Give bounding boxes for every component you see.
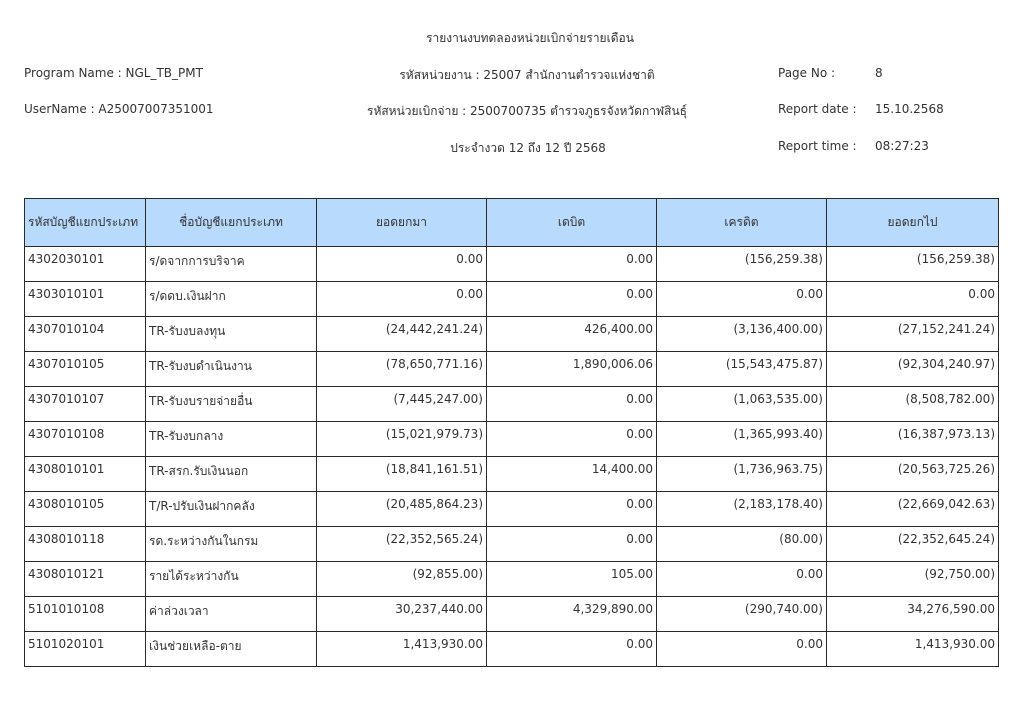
cell-account-name: TR-รับงบดำเนินงาน xyxy=(146,352,317,387)
report-date-value: 15.10.2568 xyxy=(875,102,944,116)
cell-debit: 0.00 xyxy=(487,492,657,527)
cell-account-name: รด.ระหว่างกันในกรม xyxy=(146,527,317,562)
report-period: ประจำงวด 12 ถึง 12 ปี 2568 xyxy=(450,141,606,155)
cell-account-name: รายได้ระหว่างกัน xyxy=(146,562,317,597)
cell-closing-balance: (92,304,240.97) xyxy=(827,352,999,387)
cell-account-name: ร/ดดบ.เงินฝาก xyxy=(146,282,317,317)
cell-account-name: TR-สรก.รับเงินนอก xyxy=(146,457,317,492)
cell-account-code: 4308010105 xyxy=(25,492,146,527)
cell-account-name: เงินช่วยเหลือ-ตาย xyxy=(146,632,317,667)
cell-credit: (15,543,475.87) xyxy=(657,352,827,387)
table-row xyxy=(25,597,999,632)
cell-debit: 0.00 xyxy=(487,632,657,667)
cell-account-code: 4307010107 xyxy=(25,387,146,422)
cell-opening-balance: (22,352,565.24) xyxy=(317,527,487,562)
user-name: UserName : A25007007351001 xyxy=(24,102,214,116)
program-name: Program Name : NGL_TB_PMT xyxy=(24,66,203,80)
table-row xyxy=(25,282,999,317)
table-row xyxy=(25,352,999,387)
column-header-credit: เครดิต xyxy=(657,199,827,247)
column-header-account-code: รหัสบัญชีแยกประเภท xyxy=(25,199,146,247)
trial-balance-table xyxy=(24,198,999,667)
cell-account-code: 4307010105 xyxy=(25,352,146,387)
column-header-closing-balance: ยอดยกไป xyxy=(827,199,999,247)
page-no-label: Page No : xyxy=(778,66,836,80)
table-row xyxy=(25,457,999,492)
cell-opening-balance: (24,442,241.24) xyxy=(317,317,487,352)
report-time-value: 08:27:23 xyxy=(875,139,929,153)
cell-closing-balance: 1,413,930.00 xyxy=(827,632,999,667)
cell-account-code: 5101010108 xyxy=(25,597,146,632)
table-row xyxy=(25,527,999,562)
cell-opening-balance: (15,021,979.73) xyxy=(317,422,487,457)
cell-account-code: 4307010104 xyxy=(25,317,146,352)
cell-account-code: 4308010121 xyxy=(25,562,146,597)
cell-opening-balance: (18,841,161.51) xyxy=(317,457,487,492)
cell-opening-balance: (20,485,864.23) xyxy=(317,492,487,527)
cell-debit: 4,329,890.00 xyxy=(487,597,657,632)
column-header-debit: เดบิต xyxy=(487,199,657,247)
table-row xyxy=(25,562,999,597)
table-row xyxy=(25,317,999,352)
cell-closing-balance: (20,563,725.26) xyxy=(827,457,999,492)
cell-debit: 14,400.00 xyxy=(487,457,657,492)
cell-closing-balance: (22,669,042.63) xyxy=(827,492,999,527)
cell-account-code: 4308010118 xyxy=(25,527,146,562)
page-no-value: 8 xyxy=(875,66,883,80)
table-row xyxy=(25,422,999,457)
cell-account-name: TR-รับงบกลาง xyxy=(146,422,317,457)
cell-account-code: 4307010108 xyxy=(25,422,146,457)
table-row xyxy=(25,247,999,282)
cell-credit: (1,365,993.40) xyxy=(657,422,827,457)
cell-closing-balance: (8,508,782.00) xyxy=(827,387,999,422)
cell-account-code: 4303010101 xyxy=(25,282,146,317)
table-body xyxy=(25,247,999,667)
cell-opening-balance: 0.00 xyxy=(317,282,487,317)
cell-opening-balance: 0.00 xyxy=(317,247,487,282)
column-header-opening-balance: ยอดยกมา xyxy=(317,199,487,247)
cell-debit: 426,400.00 xyxy=(487,317,657,352)
cell-opening-balance: (78,650,771.16) xyxy=(317,352,487,387)
cell-credit: (2,183,178.40) xyxy=(657,492,827,527)
cell-opening-balance: (7,445,247.00) xyxy=(317,387,487,422)
cell-closing-balance: (27,152,241.24) xyxy=(827,317,999,352)
cell-closing-balance: 0.00 xyxy=(827,282,999,317)
cell-credit: 0.00 xyxy=(657,632,827,667)
table-row xyxy=(25,632,999,667)
agency-code: รหัสหน่วยงาน : 25007 สำนักงานตำรวจแห่งชาติ xyxy=(399,68,655,82)
cell-credit: (3,136,400.00) xyxy=(657,317,827,352)
cell-closing-balance: 34,276,590.00 xyxy=(827,597,999,632)
cell-credit: 0.00 xyxy=(657,282,827,317)
cell-debit: 0.00 xyxy=(487,387,657,422)
cell-account-code: 4308010101 xyxy=(25,457,146,492)
cell-credit: (1,063,535.00) xyxy=(657,387,827,422)
cell-debit: 0.00 xyxy=(487,247,657,282)
cell-account-code: 5101020101 xyxy=(25,632,146,667)
cell-credit: (80.00) xyxy=(657,527,827,562)
cell-closing-balance: (156,259.38) xyxy=(827,247,999,282)
cell-account-name: T/R-ปรับเงินฝากคลัง xyxy=(146,492,317,527)
cell-closing-balance: (16,387,973.13) xyxy=(827,422,999,457)
table-header-row xyxy=(25,199,999,247)
cell-debit: 105.00 xyxy=(487,562,657,597)
disbursement-unit: รหัสหน่วยเบิกจ่าย : 2500700735 ตำรวจภูธรจังหวัดกาฬสินธุ์ xyxy=(367,104,687,118)
cell-account-name: TR-รับงบรายจ่ายอื่น xyxy=(146,387,317,422)
cell-opening-balance: 1,413,930.00 xyxy=(317,632,487,667)
table-row xyxy=(25,387,999,422)
cell-debit: 1,890,006.06 xyxy=(487,352,657,387)
cell-account-name: ค่าล่วงเวลา xyxy=(146,597,317,632)
cell-closing-balance: (22,352,645.24) xyxy=(827,527,999,562)
table-row xyxy=(25,492,999,527)
report-title: รายงานงบทดลองหน่วยเบิกจ่ายรายเดือน xyxy=(426,31,634,45)
cell-debit: 0.00 xyxy=(487,527,657,562)
cell-account-name: ร/ดจากการบริจาค xyxy=(146,247,317,282)
cell-account-name: TR-รับงบลงทุน xyxy=(146,317,317,352)
cell-account-code: 4302030101 xyxy=(25,247,146,282)
cell-closing-balance: (92,750.00) xyxy=(827,562,999,597)
cell-credit: (156,259.38) xyxy=(657,247,827,282)
cell-debit: 0.00 xyxy=(487,282,657,317)
cell-credit: 0.00 xyxy=(657,562,827,597)
cell-opening-balance: (92,855.00) xyxy=(317,562,487,597)
column-header-account-name: ชื่อบัญชีแยกประเภท xyxy=(146,199,317,247)
cell-credit: (290,740.00) xyxy=(657,597,827,632)
cell-opening-balance: 30,237,440.00 xyxy=(317,597,487,632)
cell-debit: 0.00 xyxy=(487,422,657,457)
report-date-label: Report date : xyxy=(778,102,857,116)
report-time-label: Report time : xyxy=(778,139,857,153)
cell-credit: (1,736,963.75) xyxy=(657,457,827,492)
